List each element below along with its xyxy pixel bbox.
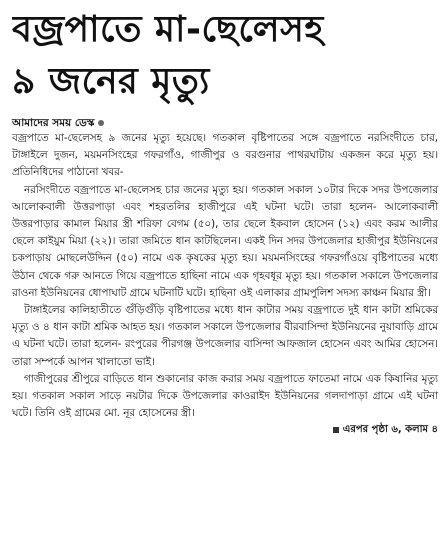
square-bullet-icon xyxy=(333,427,339,433)
paragraph-tangail: টাঙ্গাইলের কালিহাতীতে গুঁড়িগুঁড়ি বৃষ্টিপাতের মধ্যে ধান কাটার সময় বজ্রপাতে দুই ধান কাটা শ্রমিকের মৃত্যু ও ৪ ধান কাটা শ্রমিক আহত হয়। গতকাল সকালে উপজেলার বীরবাসিন্দা ইউনিয়নের নুয়াবাড়ি গ্রামে এ ঘটনা ঘটে। তারা হলেন- রংপুরের পীরগঞ্জ উপজেলার বাসিন্দা আফজাল হোসেন এবং আমির হোসেন। তারা সম্পর্কে আপন খালাতো ভাই। xyxy=(12,304,438,368)
article-body xyxy=(12,130,438,422)
paragraph-narsingdi: নরসিংদীতে বজ্রপাতে মা-ছেলেসহ চার জনের মৃত্যু হয়। গতকাল সকাল ১০টার দিকে সদর উপজেলার আলোকবালী উত্তরপাড়া এবং শহরতলির হাজীপুরে এই ঘটনা ঘটে। তারা হলেন- আলোকবালী উত্তরপাড়ার কামাল মিয়ার স্ত্রী শরিফা বেগম (৫০), তার ছেলে ইকবাল হোসেন (১২) এবং করম আলীর ছেলে কাইয়ুম মিয়া (২২)। তারা জমিতে ধান কাটছিলেন। একই দিন সদর উপজেলার হাজীপুর ইউনিয়নের চকপাড়ায় মোছলেউদ্দিন (৫০) নামে এক কৃষকের মৃত্যু হয়। ময়মনসিংহের গফরগাঁওয়ে বৃষ্টিপাতের মধ্যে উঠান থেকে গরু আনতে গিয়ে বজ্রপাতে হাছিনা নামে এক গৃহবধূর মৃত্যু হয়। গতকাল সকালে উপজেলার রাওনা ইউনিয়নের ধোপাঘাট গ্রামে ঘটনাটি ঘটে। হাছিনা ওই এলাকার গ্রামপুলিশ সদস্য কাঞ্চন মিয়ার স্ত্রী। xyxy=(12,183,438,299)
headline-line-1: বজ্রপাতে মা-ছেলেসহ xyxy=(12,9,324,50)
byline xyxy=(12,116,438,130)
paragraph-intro: বজ্রপাতে মা-ছেলেসহ ৯ জনের মৃত্যু হয়েছে। গতকাল বৃষ্টিপাতের সঙ্গে বজ্রপাতে নরসিংদীতে চার, টাঙ্গাইলে দুজন, ময়মনসিংহের গফরগাঁও, গাজীপুর ও বরগুনার পাথরঘাটায় একজন করে মৃত্যু হয়। প্রতিনিধিদের পাঠানো খবর- xyxy=(12,132,438,179)
continuation-note xyxy=(12,422,438,438)
paragraph-gazipur: গাজীপুরের শ্রীপুরে বাড়িতে ধান শুকানোর কাজ করার সময় বজ্রপাতে ফাতেমা নামে এক কিষানির মৃত্যু হয়। গতকাল সকাল সাড়ে নয়টার দিকে উপজেলার কাওরাইদ ইউনিয়নের গলদাপাড়া গ্রামে এই ঘটনা ঘটে। তিনি ওই গ্রামের মো. নূর হোসেনের স্ত্রী। xyxy=(12,372,438,420)
headline xyxy=(12,0,438,108)
continuation-text: এরপর পৃষ্ঠা ৬, কলাম ৪ xyxy=(342,424,438,436)
bullet-icon xyxy=(98,120,104,126)
byline-text: আমাদের সময় ডেস্ক xyxy=(12,117,95,129)
headline-line-2: ৯ জনের মৃত্যু xyxy=(12,61,210,102)
